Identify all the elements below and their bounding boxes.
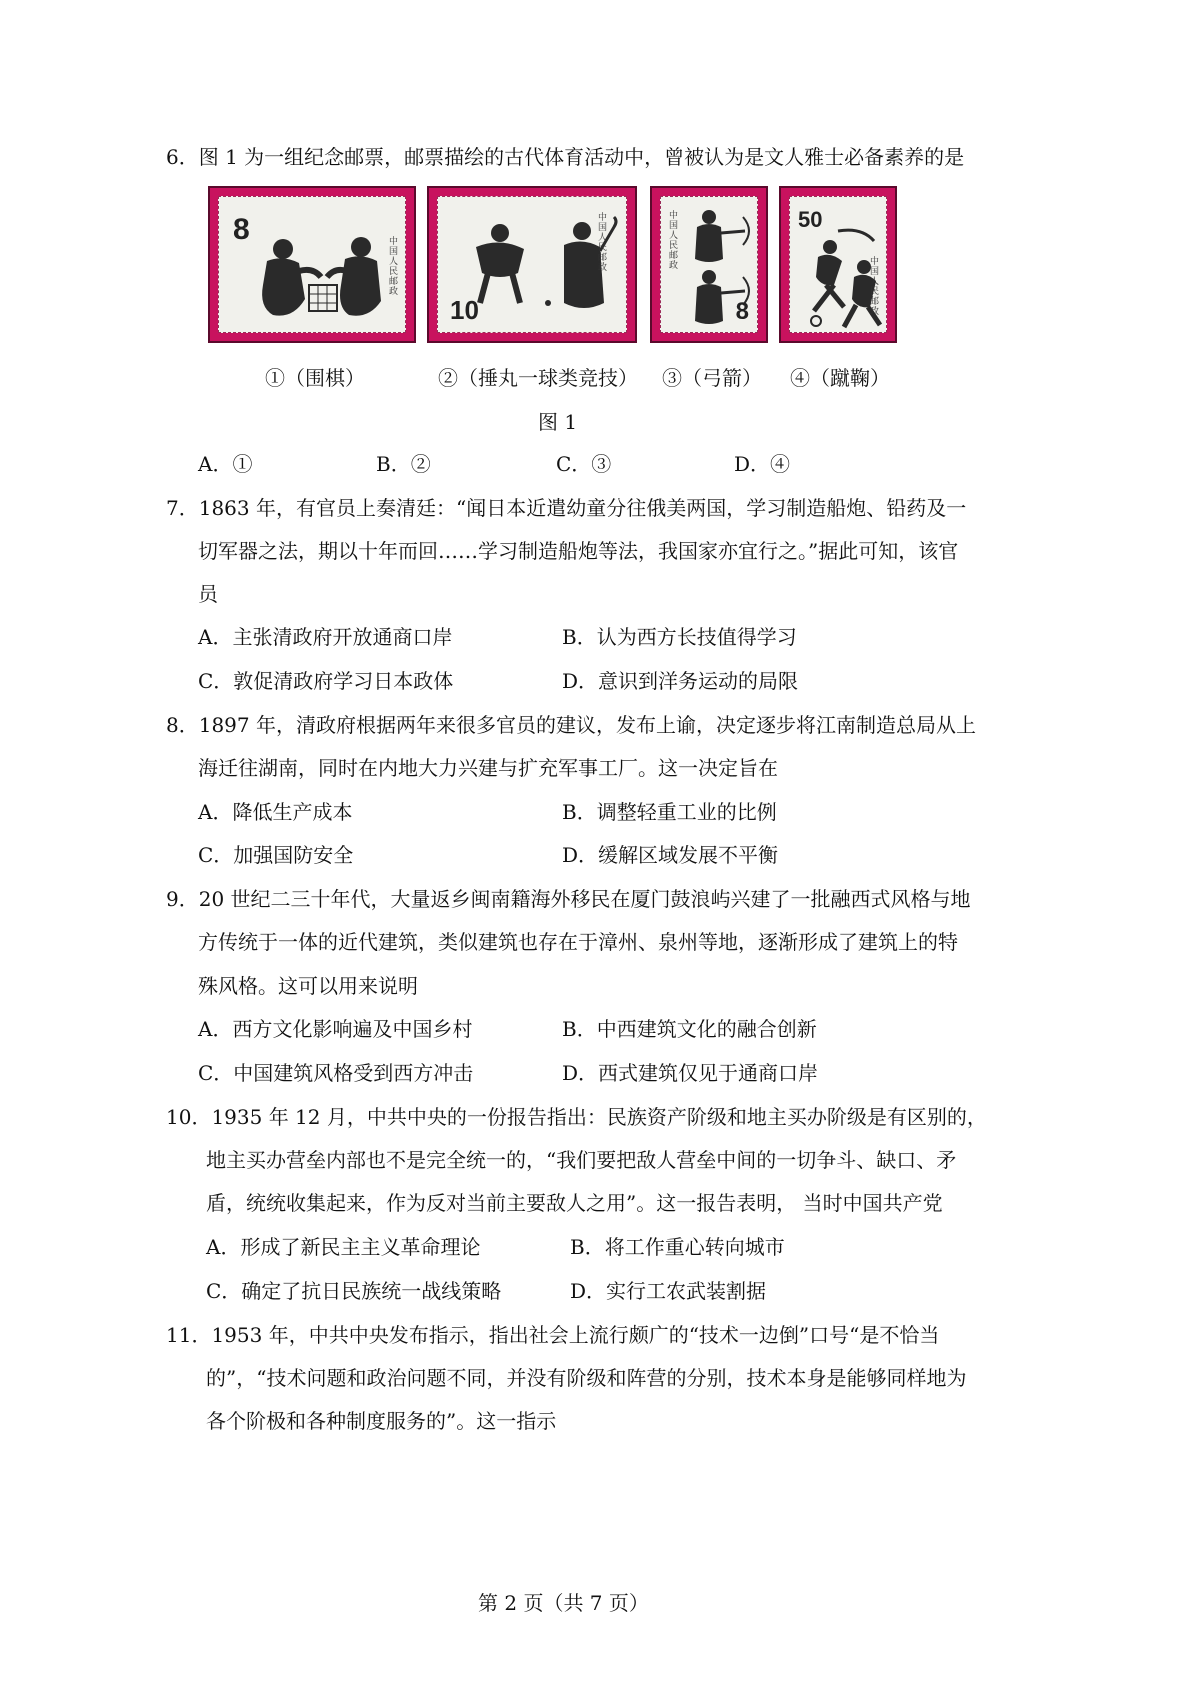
q9-option-a: A．西方文化影响遍及中国乡村 bbox=[198, 1017, 473, 1041]
stamp-2-issuer-text: 中国人民邮政 bbox=[598, 213, 608, 273]
stamp-3-caption: ③（弓箭） bbox=[662, 366, 762, 390]
stamp-1-issuer-text: 中国人民邮政 bbox=[389, 237, 399, 297]
question-11-line-1: 11．1953 年，中共中央发布指示，指出社会上流行颇广的“技术一边倒”口号“是不恰当 bbox=[166, 1323, 940, 1347]
q6-option-a: A．① bbox=[198, 452, 253, 476]
stamp-4-cuju bbox=[779, 186, 897, 343]
q7-option-a: A．主张清政府开放通商口岸 bbox=[198, 625, 453, 649]
q7-option-d: D．意识到洋务运动的局限 bbox=[562, 669, 799, 693]
page-footer: 第 2 页（共 7 页） bbox=[478, 1591, 649, 1615]
q8-option-a: A．降低生产成本 bbox=[198, 800, 353, 824]
question-9-line-2: 方传统于一体的近代建筑，类似建筑也存在于漳州、泉州等地，逐渐形成了建筑上的特 bbox=[198, 930, 958, 954]
stamp-1-denomination: 8 bbox=[233, 213, 250, 246]
q10-option-d: D．实行工农武装割据 bbox=[570, 1279, 767, 1303]
weiqi-players-illustration bbox=[243, 215, 403, 331]
question-6-stem: 6．图 1 为一组纪念邮票，邮票描绘的古代体育活动中，曾被认为是文人雅士必备素养的是 bbox=[166, 145, 965, 169]
stamp-4-caption: ④（蹴鞠） bbox=[790, 366, 890, 390]
question-8-line-2: 海迁往湖南，同时在内地大力兴建与扩充军事工厂。这一决定旨在 bbox=[198, 756, 778, 780]
question-9-line-1: 9．20 世纪二三十年代，大量返乡闽南籍海外移民在厦门鼓浪屿兴建了一批融西式风格与地 bbox=[166, 887, 971, 911]
question-9-line-3: 殊风格。这可以用来说明 bbox=[198, 974, 418, 998]
q8-option-c: C．加强国防安全 bbox=[198, 843, 354, 867]
question-11-line-3: 各个阶极和各种制度服务的”。这一指示 bbox=[206, 1409, 557, 1433]
q6-option-c: C．③ bbox=[556, 452, 612, 476]
stamp-2-denomination: 10 bbox=[450, 295, 479, 325]
q10-option-b: B．将工作重心转向城市 bbox=[570, 1235, 785, 1259]
question-10-line-2: 地主买办营垒内部也不是完全统一的，“我们要把敌人营垒中间的一切争斗、缺口、矛 bbox=[206, 1148, 957, 1172]
q6-option-d: D．④ bbox=[734, 452, 791, 476]
question-8-line-1: 8．1897 年，清政府根据两年来很多官员的建议，发布上谕，决定逐步将江南制造总局从上 bbox=[166, 713, 976, 737]
question-10-line-1: 10．1935 年 12 月，中共中央的一份报告指出：民族资产阶级和地主买办阶级是有区别的， bbox=[166, 1105, 987, 1129]
stamp-1-weiqi bbox=[208, 186, 416, 343]
stamp-3-issuer-text: 中国人民邮政 bbox=[669, 211, 679, 271]
stamp-1-caption: ①（围棋） bbox=[265, 366, 365, 390]
question-7-line-1: 7．1863 年，有官员上奏清廷：“闻日本近遣幼童分往俄美两国，学习制造船炮、铅药及一 bbox=[166, 496, 967, 520]
q6-option-b: B．② bbox=[376, 452, 431, 476]
q7-option-c: C．敦促清政府学习日本政体 bbox=[198, 669, 454, 693]
q8-option-d: D．缓解区域发展不平衡 bbox=[562, 843, 779, 867]
q8-option-b: B．调整轻重工业的比例 bbox=[562, 800, 777, 824]
figure-1-label: 图 1 bbox=[538, 410, 578, 434]
stamp-2-chuiwan bbox=[427, 186, 637, 343]
question-10-line-3: 盾，统统收集起来，作为反对当前主要敌人之用”。这一报告表明， 当时中国共产党 bbox=[206, 1191, 943, 1215]
stamp-4-issuer-text: 中国人民邮政 bbox=[870, 257, 880, 317]
question-11-line-2: 的”，“技术问题和政治问题不同，并没有阶级和阵营的分别，技术本身是能够同样地为 bbox=[206, 1366, 967, 1390]
q10-option-a: A．形成了新民主主义革命理论 bbox=[206, 1235, 481, 1259]
q9-option-c: C．中国建筑风格受到西方冲击 bbox=[198, 1061, 474, 1085]
q9-option-b: B．中西建筑文化的融合创新 bbox=[562, 1017, 817, 1041]
q9-option-d: D．西式建筑仅见于通商口岸 bbox=[562, 1061, 819, 1085]
question-7-line-2: 切军器之法，期以十年而回……学习制造船炮等法，我国家亦宜行之。”据此可知，该官 bbox=[198, 539, 959, 563]
stamp-2-caption: ②（捶丸一球类竞技） bbox=[438, 366, 638, 390]
stamp-3-denomination: 8 bbox=[735, 298, 749, 325]
stamp-3-archery bbox=[650, 186, 768, 343]
q7-option-b: B．认为西方长技值得学习 bbox=[562, 625, 797, 649]
stamp-4-denomination: 50 bbox=[798, 207, 823, 232]
q10-option-c: C．确定了抗日民族统一战线策略 bbox=[206, 1279, 502, 1303]
question-7-line-3: 员 bbox=[198, 582, 218, 606]
